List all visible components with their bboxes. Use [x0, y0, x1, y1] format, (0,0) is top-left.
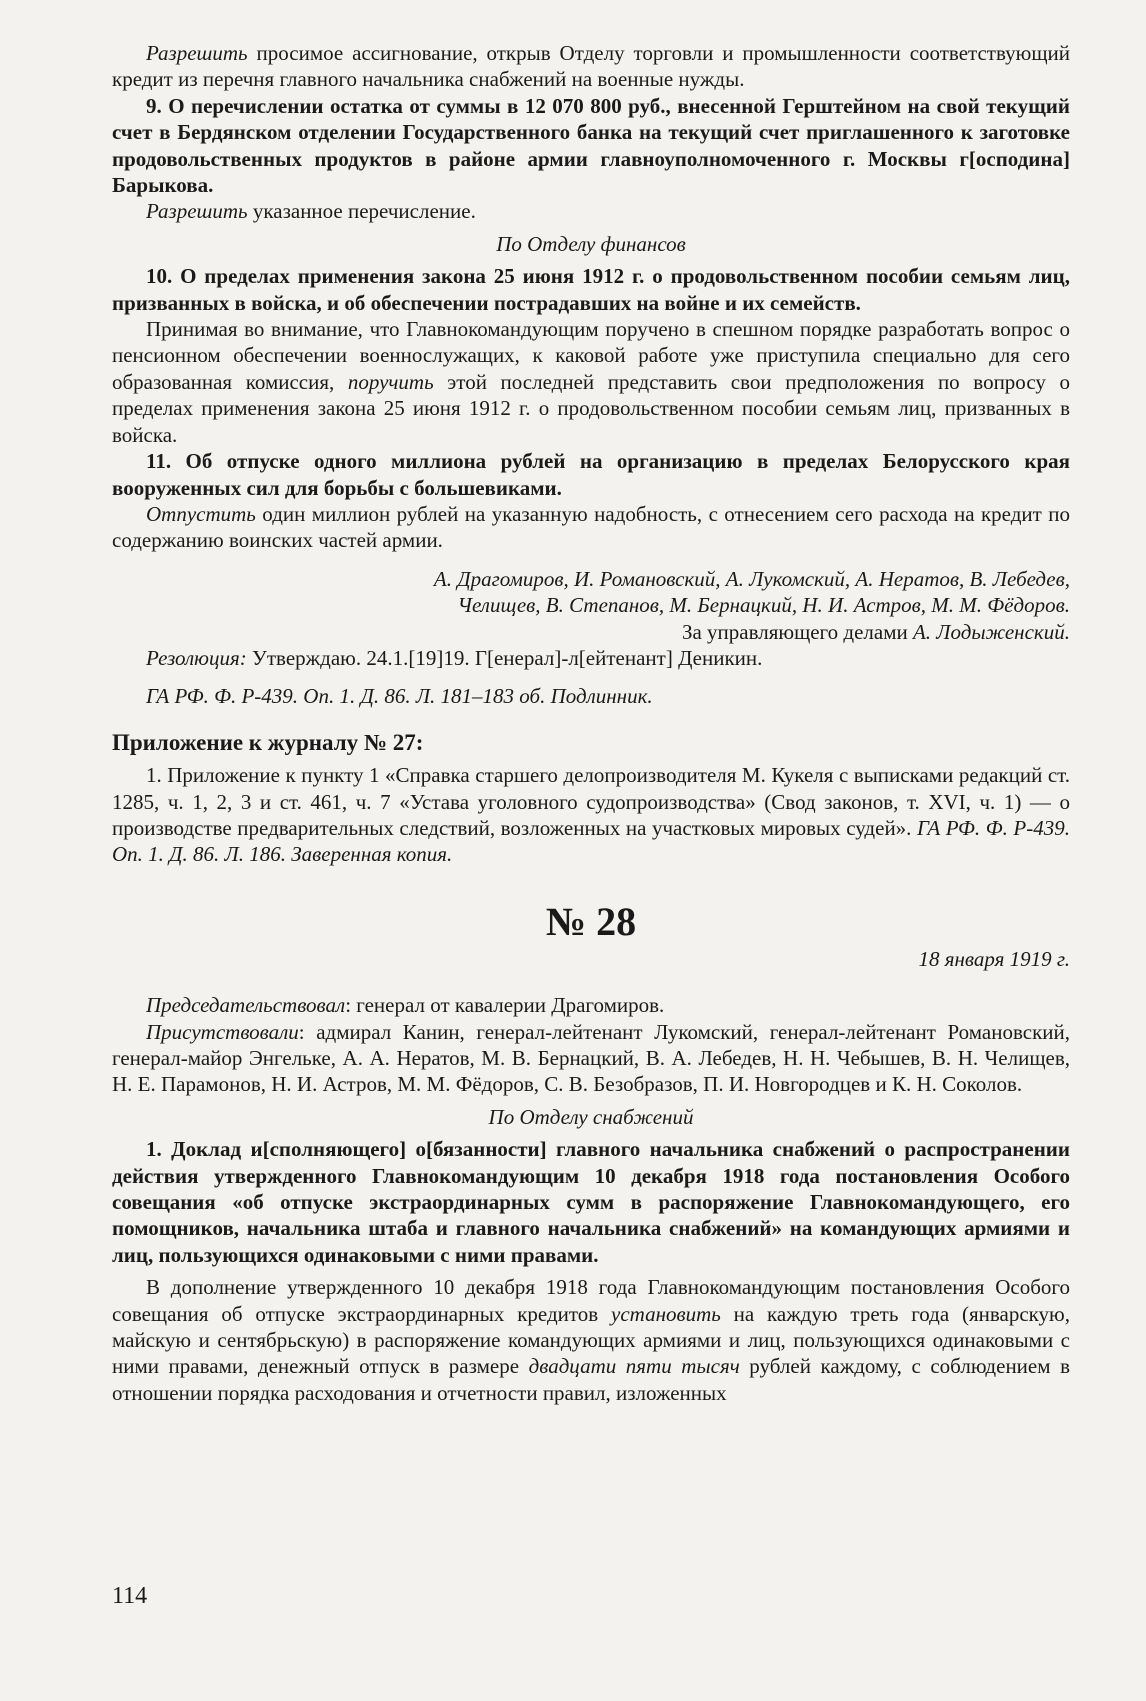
appendix-source: ГА РФ. Ф. Р-439. Оп. 1. Д. 86. Л. 186. Заверенная копия.	[112, 815, 1070, 867]
document-number: № 28	[545, 898, 637, 944]
deputy-label: За управляющего делами	[681, 619, 913, 644]
amount-words: двадцати пяти тысяч	[528, 1354, 740, 1379]
item-1-text-b: на каждую треть года (январскую, майскую и сентябрьскую) в распоряжение командующих армиями и лиц, пользующихся одинаковыми с ними правами, денежный отпуск в размере	[112, 1301, 1070, 1379]
appendix-heading: Приложение к журналу № 27:	[112, 729, 424, 755]
paragraph-permit-allocation	[112, 40, 1070, 93]
document-date: 18 января 1919 г.	[918, 946, 1070, 971]
resolution	[112, 645, 1070, 671]
attendees-label: Присутствовали	[146, 1019, 299, 1044]
chairman-label: Председательствовал	[146, 993, 346, 1018]
chairman-text: : генерал от кавалерии Драгомиров.	[345, 993, 665, 1018]
item-10-decision	[112, 316, 1070, 448]
item-9-title: 9. О перечислении остатка от суммы в 12 070 800 руб., внесенной Герштейном на свой текущий счет в Бердянском отделении Государственного банка на текущий счет приглашенного к заготовке продовольственных продуктов в районе армии главноуполномоченного г. Москвы г[осподина] Барыкова.	[112, 93, 1070, 198]
decision-text: указанное перечисление.	[247, 199, 476, 224]
dept-supply-heading: По Отделу снабжений	[488, 1104, 694, 1129]
attendees-text: : адмирал Канин, генерал-лейтенант Лукомский, генерал-лейтенант Романовский, генерал-майор Энгельке, А. А. Нератов, М. В. Бернацкий, В. А. Лебедев, Н. Н. Чебышев, В. Н. Челищев, Н. Е. Парамонов, Н. И. Астров, М. М. Фёдоров, С. В. Безобразов, П. И. Новгородцев и К. Н. Соколов.	[112, 1019, 1070, 1097]
verb-establish: установить	[611, 1301, 721, 1326]
deputy-name: А. Лодыженский.	[912, 619, 1070, 644]
chairman	[112, 992, 1070, 1018]
verb-permit: Разрешить	[146, 41, 248, 65]
appendix-text	[112, 762, 1070, 868]
page-number: 114	[112, 1583, 148, 1609]
paragraph-text: просимое ассигнование, открыв Отделу торговли и промышленности соответствующий кредит из перечня главного начальника снабжений на военные нужды.	[112, 41, 1070, 92]
resolution-label: Резолюция:	[146, 645, 247, 670]
item-10-title: 10. О пределах применения закона 25 июня 1912 г. о продовольственном пособии семьям лиц, призванных в войска, и об обеспечении пострадавших на войне и их семейств.	[112, 264, 1070, 315]
item-11-title: 11. Об отпуске одного миллиона рублей на организацию в пределах Белорусского края вооруженных сил для борьбы с большевиками.	[112, 449, 1070, 500]
attendees	[112, 1019, 1070, 1098]
decision-text-b: этой последней представить свои предположения по вопросу о пределах применения закона 25 июня 1912 г. о продовольственном пособии семьям лиц, призванных в войска.	[112, 369, 1070, 447]
doc28-item-1-text	[112, 1274, 1070, 1406]
archive-source-1: ГА РФ. Ф. Р-439. Оп. 1. Д. 86. Л. 181–183 об. Подлинник.	[146, 684, 653, 709]
dept-finance-heading: По Отделу финансов	[496, 231, 686, 256]
item-1-text-c: рублей каждому, с соблюдением в отношении порядка расходования и отчетности правил, изложенных	[112, 1354, 1070, 1405]
signatures-line-2: Челищев, В. Степанов, М. Бернацкий, Н. И. Астров, М. М. Фёдоров.	[457, 593, 1070, 618]
decision-text-a: Принимая во внимание, что Главнокомандующим поручено в спешном порядке разработать вопрос о пенсионном обеспечении военнослужащих, к каковой работе уже приступила специально для сего образованная комиссия,	[112, 317, 1070, 394]
item-11-decision	[112, 501, 1070, 554]
doc28-item-1-title: 1. Доклад и[сполняющего] о[бязанности] главного начальника снабжений о распространении действия утвержденного Главнокомандующим 10 декабря 1918 года постановления Особого совещания «об отпуске экстраординарных сумм в распоряжение Главнокомандующего, его помощников, начальника штаба и главного начальника снабжений» на командующих армиями и лиц, пользующихся одинаковыми с ними правами.	[112, 1137, 1070, 1267]
item-9-decision	[112, 198, 1070, 224]
verb-instruct: поручить	[347, 369, 434, 394]
signatures-line-1: А. Драгомиров, И. Романовский, А. Лукомский, А. Нератов, В. Лебедев,	[433, 566, 1070, 591]
verb-permit: Разрешить	[146, 199, 248, 224]
signatures-block	[112, 566, 1070, 645]
decision-text: один миллион рублей на указанную надобность, с отнесением сего расхода на кредит по содержанию воинских частей армии.	[112, 501, 1070, 553]
verb-release: Отпустить	[146, 501, 256, 526]
resolution-text: Утверждаю. 24.1.[19]19. Г[енерал]-л[ейтенант] Деникин.	[246, 645, 763, 670]
appendix-body: 1. Приложение к пункту 1 «Справка старшего делопроизводителя М. Кукеля с выписками редакций ст. 1285, ч. 1, 2, 3 и ст. 461, ч. 7 «Устава уголовного судопроизводства» (Свод законов, т. XVI, ч. 1) — о производстве предварительных следствий, возложенных на участковых мировых судей».	[112, 763, 1070, 840]
item-1-text-a: В дополнение утвержденного 10 декабря 1918 года Главнокомандующим постановления Особого совещания об отпуске экстраординарных кредитов	[112, 1275, 1070, 1326]
signatures-line-3	[112, 619, 1070, 645]
